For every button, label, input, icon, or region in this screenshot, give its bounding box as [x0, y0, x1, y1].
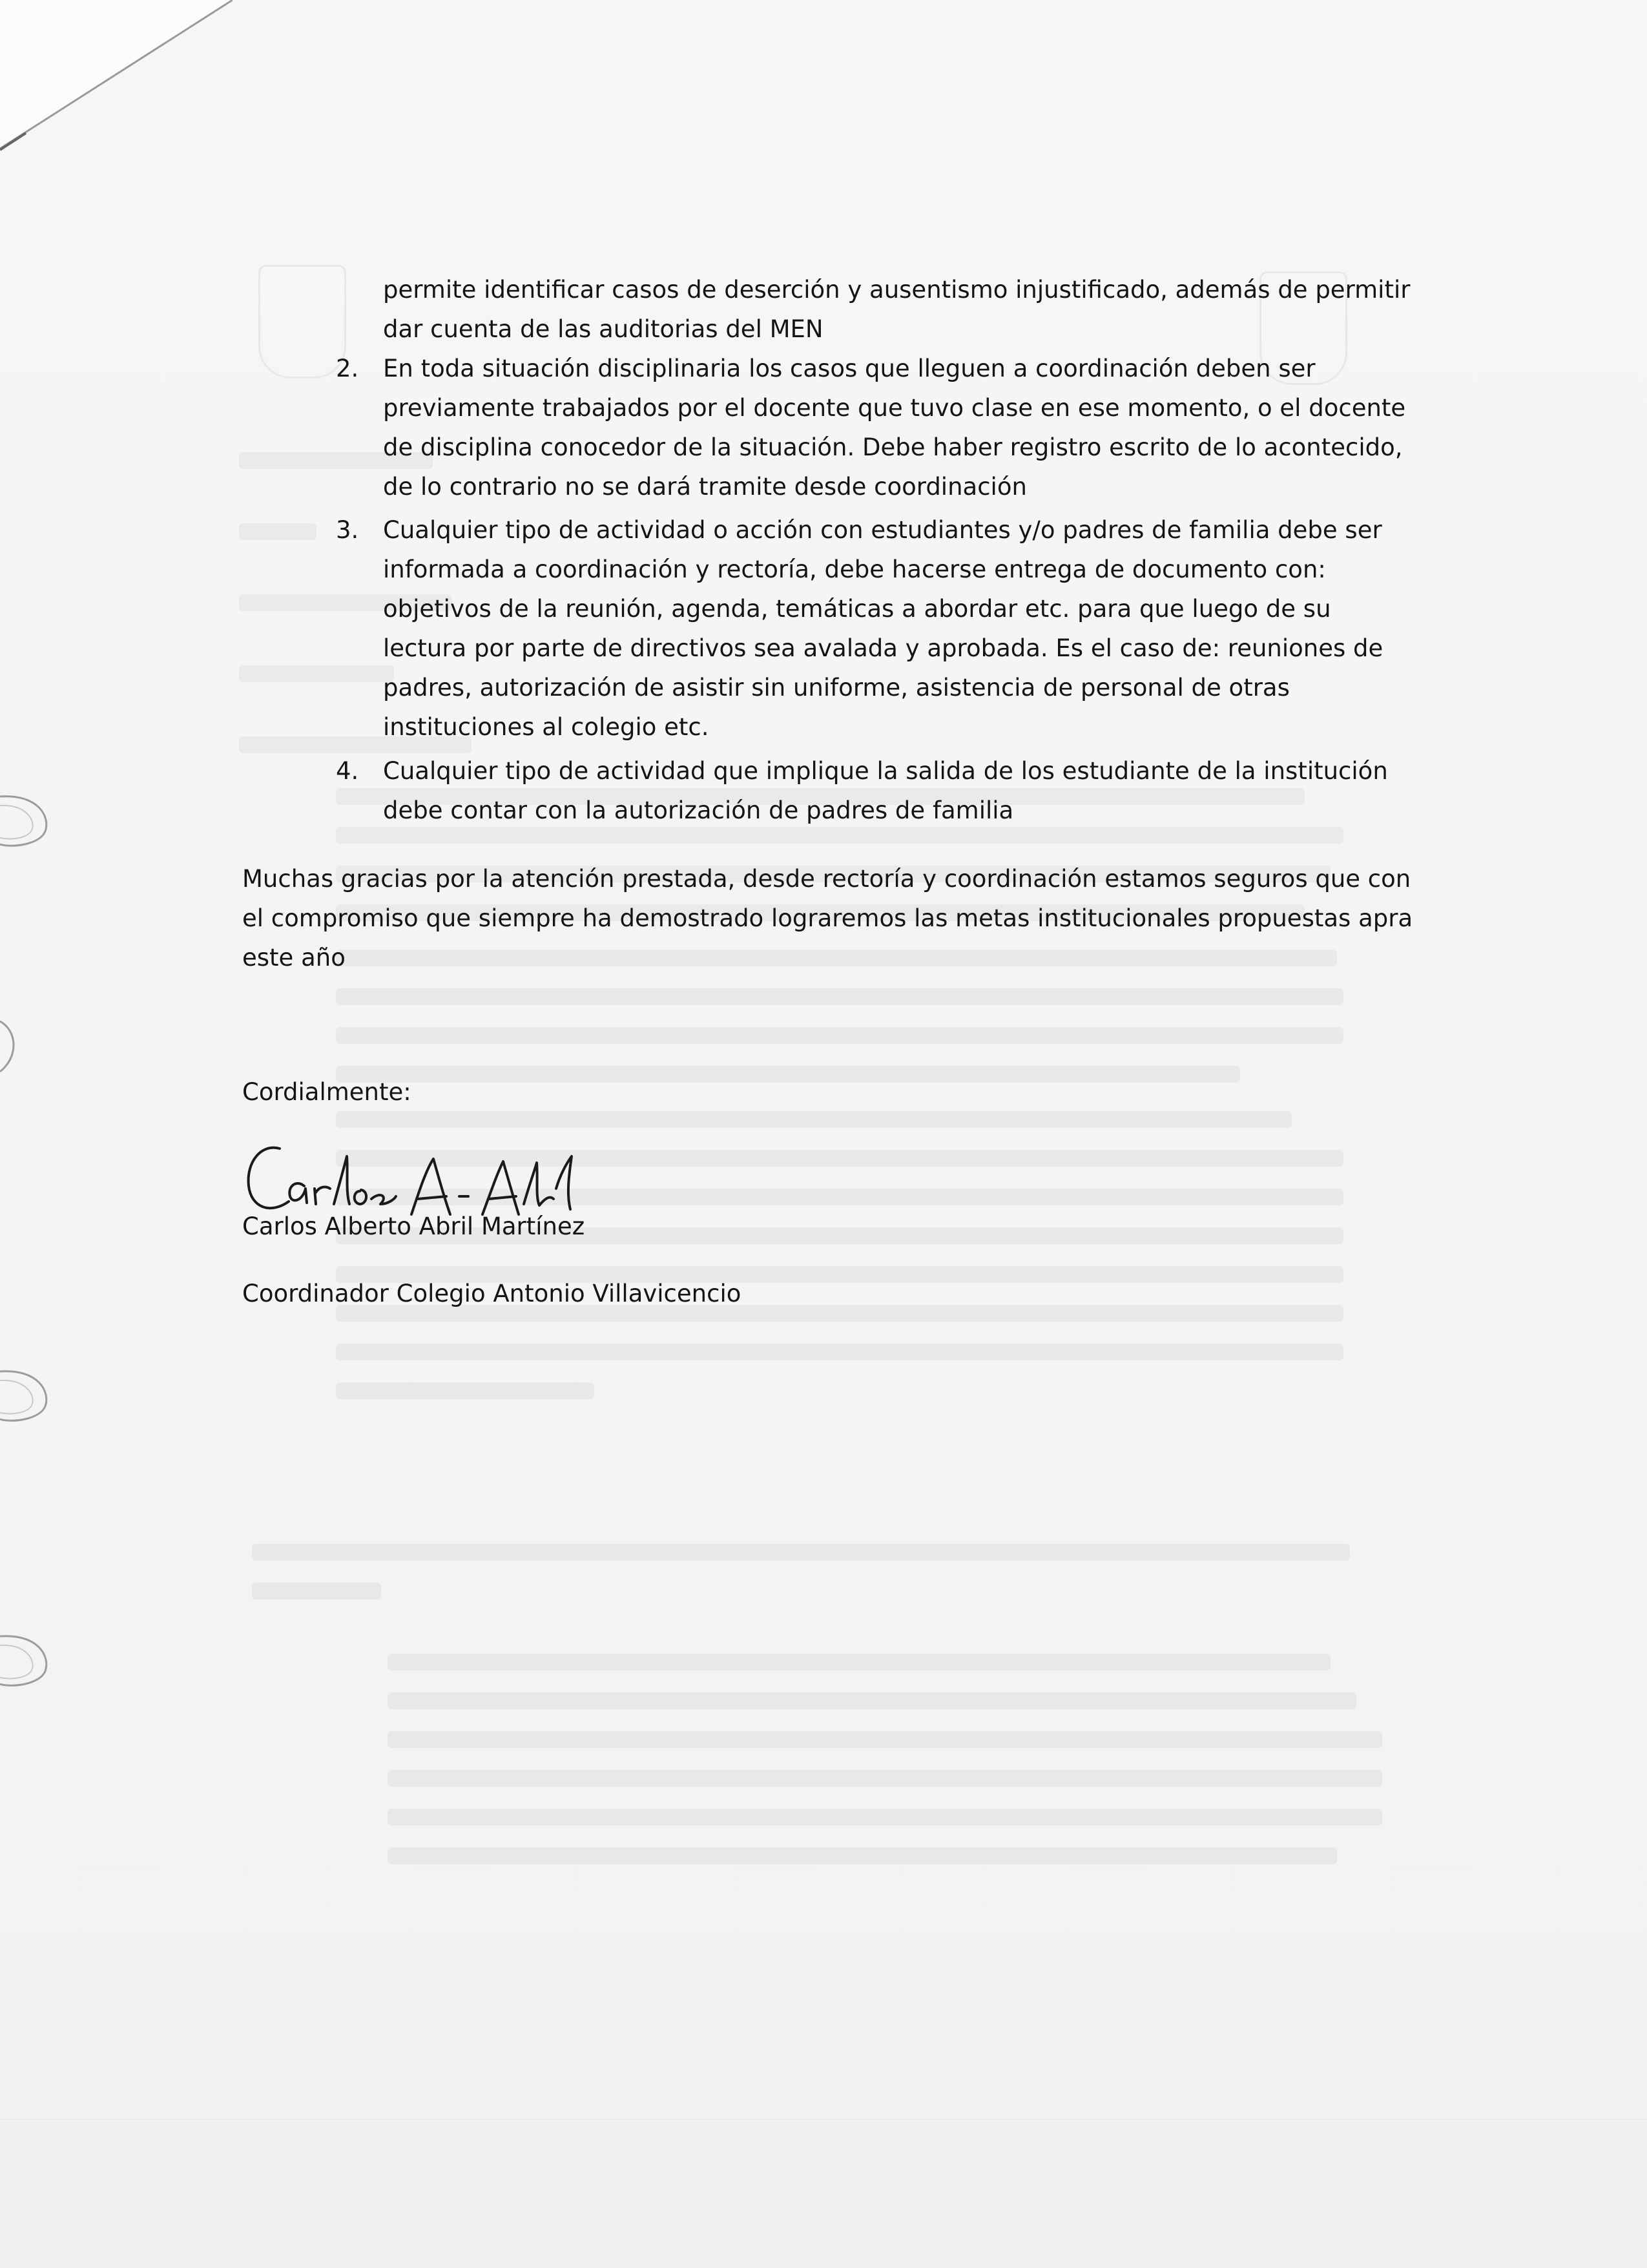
list-item-1-line-1: permite identificar casos de deserción y ausentismo injustificado, además de permitir — [383, 276, 1411, 304]
list-item-3-line-1: Cualquier tipo de actividad o acción con estudiantes y/o padres de familia debe ser — [383, 516, 1382, 544]
closing-paragraph-line-1: Muchas gracias por la atención prestada, desde rectoría y coordinación estamos seguros que con — [242, 865, 1411, 893]
list-item-2-line-3: de disciplina conocedor de la situación. Debe haber registro escrito de lo acontecido, — [383, 433, 1403, 461]
list-item-3-line-5: padres, autorización de asistir sin uniforme, asistencia de personal de otras — [383, 674, 1290, 702]
signer-name: Carlos Alberto Abril Martínez — [242, 1212, 585, 1240]
list-item-2-line-4: de lo contrario no se dará tramite desde coordinación — [383, 473, 1027, 501]
list-item-3-line-4: lectura por parte de directivos sea avalada y aprobada. Es el caso de: reuniones de — [383, 634, 1383, 662]
list-item-3-line-6: instituciones al colegio etc. — [383, 713, 709, 741]
list-item-4-line-2: debe contar con la autorización de padres de familia — [383, 796, 1014, 824]
list-item-3-line-3: objetivos de la reunión, agenda, temáticas a abordar etc. para que luego de su — [383, 595, 1331, 623]
list-number-3: 3. — [336, 516, 359, 544]
list-number-2: 2. — [336, 355, 359, 382]
list-number-4: 4. — [336, 757, 359, 785]
list-item-3-line-2: informada a coordinación y rectoría, debe hacerse entrega de documento con: — [383, 556, 1326, 583]
list-item-4-line-1: Cualquier tipo de actividad que implique la salida de los estudiante de la institución — [383, 757, 1388, 785]
list-item-1-line-2: dar cuenta de las auditorias del MEN — [383, 315, 824, 343]
closing-paragraph-line-3: este año — [242, 944, 346, 972]
list-item-2-line-1: En toda situación disciplinaria los casos que lleguen a coordinación deben ser — [383, 355, 1316, 382]
closing-paragraph-line-2: el compromiso que siempre ha demostrado lograremos las metas institucionales propuestas apra — [242, 904, 1413, 932]
signer-title: Coordinador Colegio Antonio Villavicencio — [242, 1280, 741, 1307]
list-item-2-line-2: previamente trabajados por el docente que tuvo clase en ese momento, o el docente — [383, 394, 1406, 422]
salutation: Cordialmente: — [242, 1078, 411, 1106]
